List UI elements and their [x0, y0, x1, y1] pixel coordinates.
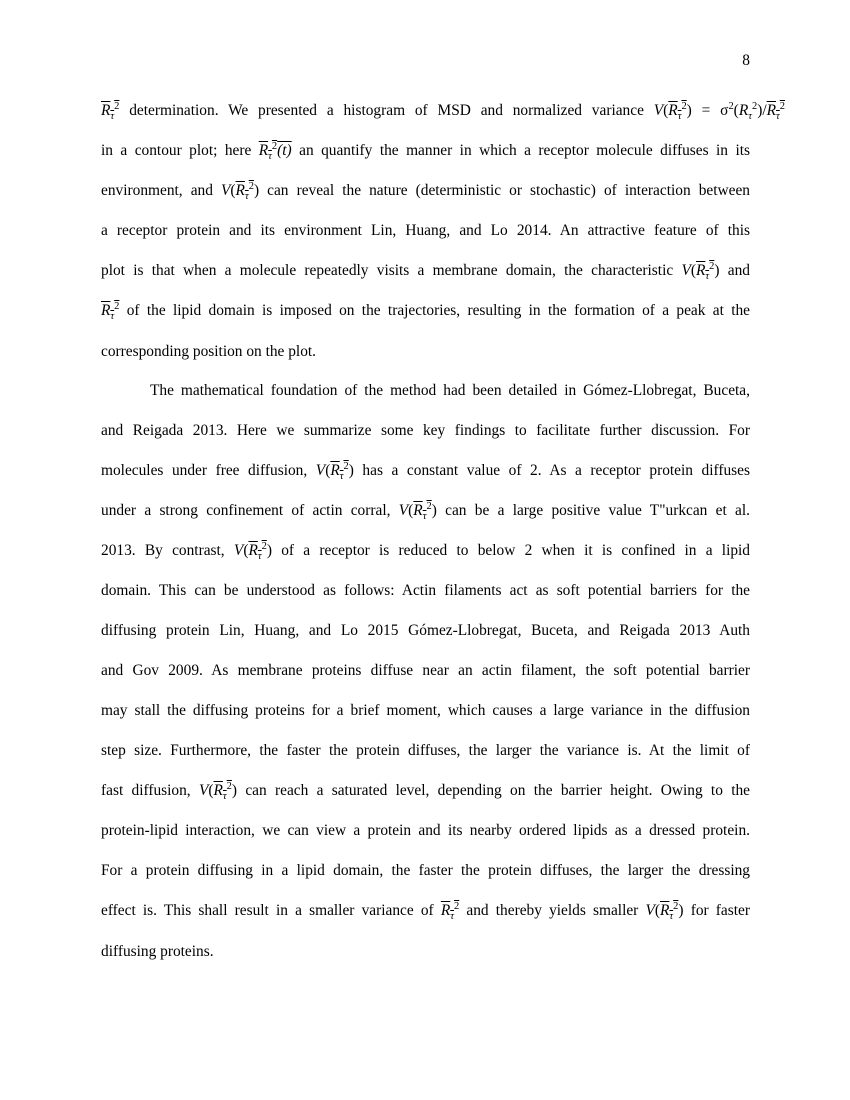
math-fragment: $\overline{R}$ [213, 782, 223, 799]
math-fragment: 2 [114, 300, 120, 312]
math-fragment: V [398, 502, 409, 519]
math-fragment: V [233, 542, 244, 559]
text-line [101, 301, 750, 321]
math-fragment: 2 [226, 780, 232, 792]
math-fragment: τ [422, 511, 427, 523]
text-fragment: can be a large positive value T"urkcan et al. [436, 502, 751, 519]
text-fragment: under a strong confinement of actin corral, [101, 502, 399, 519]
math-fragment: τ [776, 111, 780, 123]
text-fragment: an quantify the manner in which a receptor molecule diffuses in its [291, 142, 750, 159]
text-fragment: ( [230, 182, 236, 199]
math-fragment: V [315, 462, 326, 479]
math-fragment: τ [677, 111, 682, 123]
math-fragment: 2 [261, 540, 267, 552]
math-fragment: V [645, 902, 655, 919]
math-fragment: τ [257, 551, 262, 563]
text-fragment: diffusing proteins. [101, 943, 214, 960]
text-fragment: ( [243, 542, 249, 559]
text-fragment: protein-lipid interaction, we can view a protein and its nearby ordered lipids as a dressed protein. [101, 822, 750, 839]
text-fragment: may stall the diffusing proteins for a brief moment, which causes a large variance in the diffusion [101, 702, 750, 719]
text-fragment: ) [253, 182, 260, 199]
math-fragment: 2 [709, 260, 715, 272]
math-fragment: τ [748, 111, 752, 123]
math-fragment: 2 [114, 100, 120, 112]
text-line [101, 181, 750, 201]
math-fragment: $\overline{R}$ [766, 102, 777, 119]
text-fragment: ) = σ [686, 102, 729, 119]
text-fragment: ) [266, 542, 272, 559]
text-line [101, 381, 750, 401]
text-fragment: )/ [757, 102, 767, 119]
text-line [101, 781, 750, 801]
math-fragment: 2 [271, 140, 278, 152]
text-line [101, 901, 750, 921]
text-line [101, 741, 750, 761]
math-fragment: τ [450, 911, 454, 923]
text-fragment: 2013. By contrast, [101, 542, 234, 559]
text-fragment: environment, and [101, 182, 221, 199]
math-fragment: 2 [728, 100, 734, 112]
text-fragment: can reach a saturated level, depending on the barrier height. Owing to the [237, 782, 750, 799]
math-fragment: τ [705, 271, 710, 283]
text-fragment: has a constant value of 2. As a receptor protein diffuses [353, 462, 750, 479]
text-fragment: ( [663, 102, 669, 119]
math-fragment: 2 [454, 900, 460, 912]
math-fragment: τ [222, 791, 227, 803]
text-fragment: and [719, 262, 750, 279]
text-fragment: plot is that when a molecule repeatedly visits a membrane domain, the characteristic [101, 262, 682, 279]
text-fragment: corresponding position on the plot. [101, 343, 317, 360]
math-fragment: $\overline{R}$ [695, 262, 706, 279]
text-line [101, 581, 750, 601]
text-fragment: ) [348, 462, 354, 479]
math-fragment: 2 [751, 100, 758, 112]
text-fragment: and thereby yields smaller [459, 902, 646, 919]
text-line [101, 101, 785, 121]
text-fragment: diffusing protein Lin, Huang, and Lo 2015 Gómez-Llobregat, Buceta, and Reigada 2013 Auth [101, 622, 750, 639]
text-fragment: ( [408, 502, 414, 519]
text-line [101, 141, 750, 161]
text-line [101, 461, 750, 481]
text-fragment: ( [208, 782, 214, 799]
text-line [101, 342, 750, 362]
math-fragment: $\overline{R}$ [235, 182, 245, 199]
text-fragment: ) [678, 902, 684, 919]
math-fragment: $\overline{R}$ [101, 302, 111, 319]
math-fragment: τ [244, 191, 249, 203]
math-fragment: 2 [681, 100, 687, 112]
math-fragment: V [653, 102, 664, 119]
text-line [101, 421, 750, 441]
math-fragment: $\overline{R}$ [668, 102, 678, 119]
text-fragment: ( [733, 102, 739, 119]
math-fragment: τ [110, 311, 115, 323]
text-fragment: ( [654, 902, 661, 919]
math-fragment: V [198, 782, 209, 799]
text-line [101, 541, 750, 561]
text-fragment: ( [690, 262, 696, 279]
text-fragment: The mathematical foundation of the method had been detailed in Gómez-Llobregat, Buceta, [150, 382, 750, 399]
text-line [101, 621, 750, 641]
page-number: 8 [742, 52, 750, 69]
math-fragment: 2 [343, 460, 349, 472]
math-fragment: 2 [426, 500, 432, 512]
text-line [101, 861, 750, 881]
text-fragment: for faster [683, 902, 750, 919]
text-fragment: fast diffusion, [101, 782, 199, 799]
math-fragment: R [738, 102, 749, 119]
math-fragment: $\overline{R}$ [413, 502, 423, 519]
text-line [101, 261, 750, 281]
math-fragment: V [681, 262, 691, 279]
text-fragment: ( [325, 462, 331, 479]
text-fragment: step size. Furthermore, the faster the protein diffuses, the larger the variance is. At the limit of [101, 742, 750, 759]
text-fragment: can reveal the nature (deterministic or stochastic) of interaction between [259, 182, 750, 199]
text-fragment: and Reigada 2013. Here we summarize some key findings to facilitate further discussion. For [101, 422, 750, 439]
text-line [101, 701, 750, 721]
math-fragment: $\overline{R}$ [660, 902, 670, 919]
math-fragment: (t) [277, 142, 292, 159]
text-line [101, 942, 750, 962]
math-fragment: τ [110, 111, 115, 123]
text-fragment: a receptor protein and its environment Lin, Huang, and Lo 2014. An attractive feature of this [101, 222, 750, 239]
math-fragment: $\overline{R}$ [258, 142, 269, 159]
text-fragment: and Gov 2009. As membrane proteins diffuse near an actin filament, the soft potential barrier [101, 662, 750, 679]
math-fragment: τ [268, 151, 272, 163]
math-fragment: τ [339, 471, 344, 483]
text-fragment: determination. We presented a histogram of MSD and normalized variance [119, 102, 654, 119]
math-fragment: V [221, 182, 231, 199]
math-fragment: $\overline{R}$ [330, 462, 340, 479]
text-line [101, 821, 750, 841]
text-fragment: effect is. This shall result in a smaller variance of [101, 902, 441, 919]
text-line [101, 661, 750, 681]
math-fragment: 2 [779, 100, 785, 112]
text-fragment: of the lipid domain is imposed on the trajectories, resulting in the formation of a peak at the [119, 302, 750, 319]
math-fragment: $\overline{R}$ [101, 102, 111, 119]
text-line [101, 501, 750, 521]
math-fragment: $\overline{R}$ [440, 902, 451, 919]
math-fragment: $\overline{R}$ [248, 542, 258, 559]
math-fragment: τ [669, 911, 674, 923]
text-fragment: For a protein diffusing in a lipid domain, the faster the protein diffuses, the larger the dressing [101, 862, 750, 879]
math-fragment: 2 [248, 180, 254, 192]
text-fragment: ) [231, 782, 238, 799]
text-fragment: ) [431, 502, 437, 519]
text-line [101, 221, 750, 241]
math-fragment: 2 [673, 900, 679, 912]
text-fragment: in a contour plot; here [101, 142, 259, 159]
text-fragment: molecules under free diffusion, [101, 462, 316, 479]
text-fragment: ) [714, 262, 720, 279]
text-fragment: domain. This can be understood as follows: Actin filaments act as soft potential barriers for the [101, 582, 750, 599]
text-fragment: of a receptor is reduced to below 2 when it is confined in a lipid [271, 542, 751, 559]
